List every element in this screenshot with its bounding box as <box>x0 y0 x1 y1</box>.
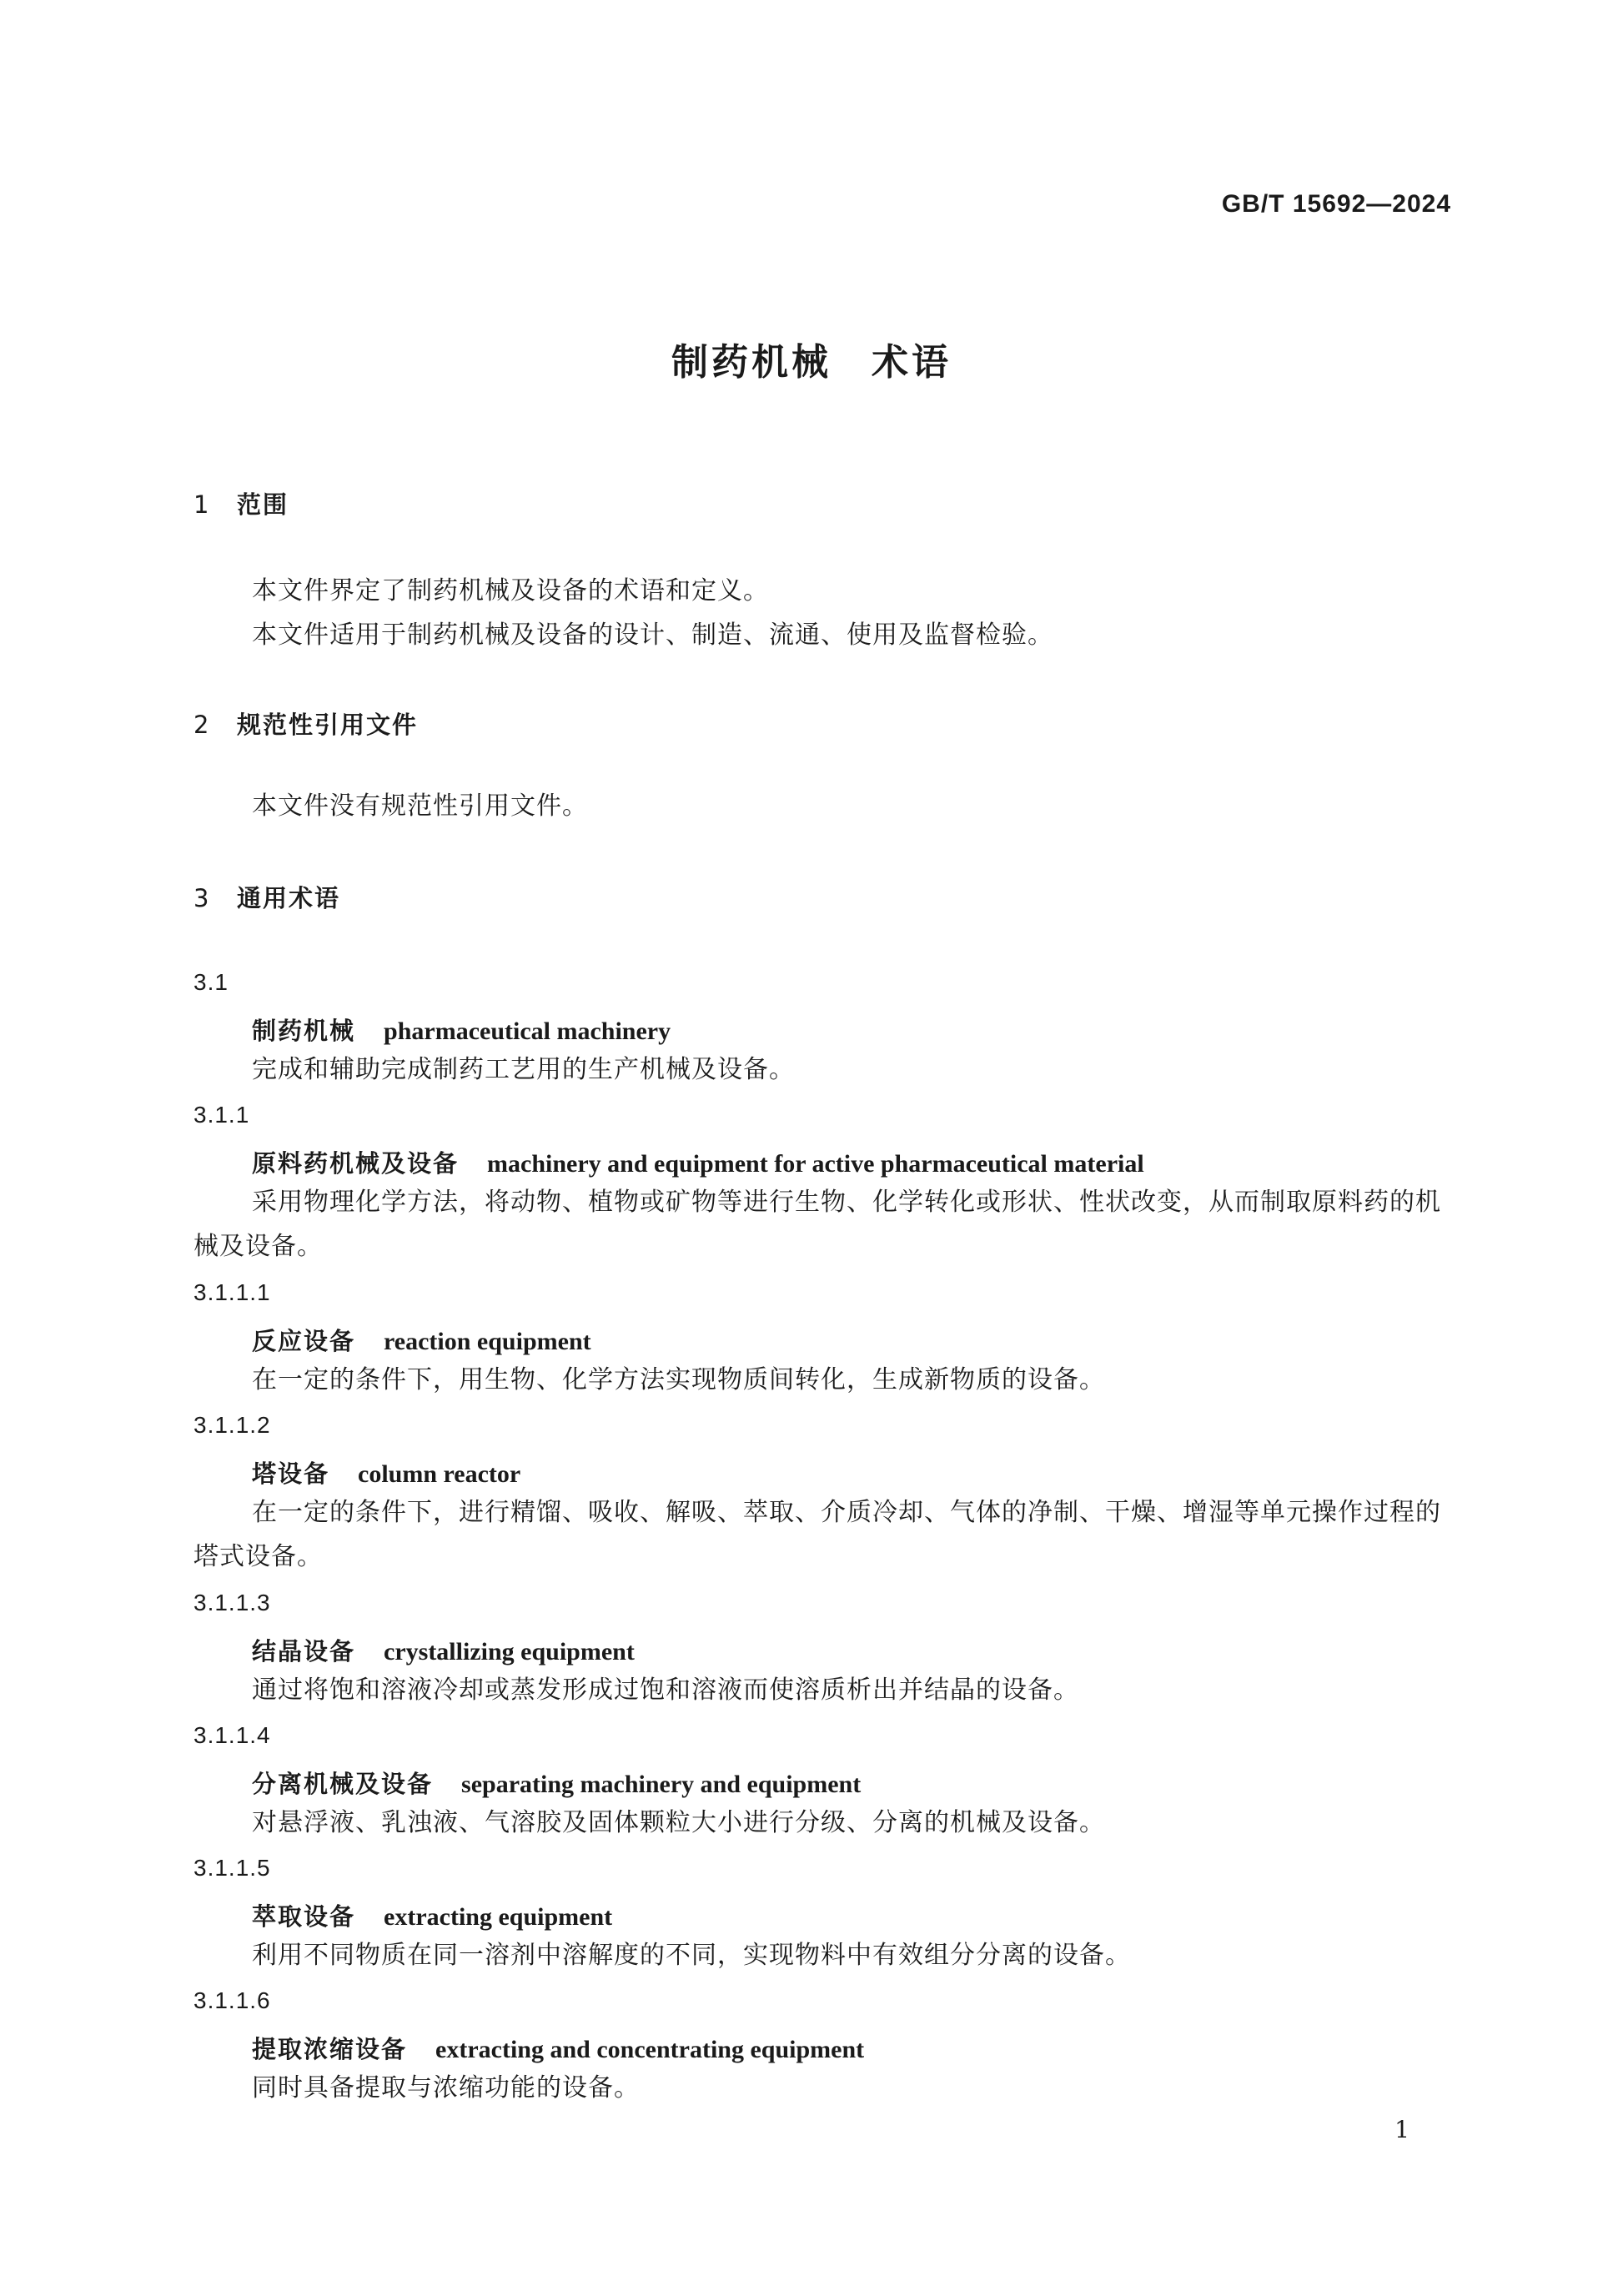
term-name-en: reaction equipment <box>384 1328 591 1355</box>
term-number: 3.1.1.3 <box>193 1590 271 1615</box>
section-number: 3 <box>193 884 211 912</box>
term-number: 3.1.1.5 <box>193 1855 271 1881</box>
section-title: 通用术语 <box>237 884 341 912</box>
section-number: 1 <box>193 490 211 519</box>
standard-code: GB/T 15692—2024 <box>1221 190 1451 218</box>
term-name-en: crystallizing equipment <box>384 1638 635 1665</box>
term-number: 3.1.1.6 <box>193 1987 271 2013</box>
term-name-zh: 结晶设备 <box>252 1637 356 1665</box>
term-name-en: pharmaceutical machinery <box>384 1017 671 1045</box>
term-name-zh: 提取浓缩设备 <box>252 2035 408 2063</box>
term-number: 3.1.1.1 <box>193 1279 271 1305</box>
term-name-zh: 制药机械 <box>252 1017 356 1045</box>
term-name-zh: 分离机械及设备 <box>252 1770 434 1798</box>
term-name-zh: 反应设备 <box>252 1327 356 1355</box>
term-name-en: machinery and equipment for active pharmaceutical material <box>487 1150 1144 1178</box>
term-definition: 在一定的条件下，进行精馏、吸收、解吸、萃取、介质冷却、气体的净制、干燥、增湿等单元操作过程的塔式设备。 <box>193 1498 1441 1571</box>
term-definition: 通过将饱和溶液冷却或蒸发形成过饱和溶液而使溶质析出并结晶的设备。 <box>252 1676 1079 1705</box>
term-definition: 同时具备提取与浓缩功能的设备。 <box>252 2073 640 2103</box>
term-number: 3.1.1 <box>193 1102 250 1128</box>
scope-paragraph-2: 本文件适用于制药机械及设备的设计、制造、流通、使用及监督检验。 <box>252 620 1053 650</box>
term-name <box>252 1633 635 1667</box>
term-definition: 对悬浮液、乳浊液、气溶胶及固体颗粒大小进行分级、分离的机械及设备。 <box>252 1808 1105 1837</box>
term-name <box>252 1766 861 1800</box>
term-name <box>252 2031 864 2065</box>
term-name-en: separating machinery and equipment <box>461 1771 862 1798</box>
term-name-en: extracting and concentrating equipment <box>435 2036 865 2063</box>
term-name <box>252 1145 1144 1179</box>
term-name-en: extracting equipment <box>384 1903 613 1931</box>
document-title: 制药机械 术语 <box>671 341 952 384</box>
section-number: 2 <box>193 711 211 739</box>
term-name <box>252 1012 671 1047</box>
term-definition: 采用物理化学方法，将动物、植物或矿物等进行生物、化学转化或形状、性状改变，从而制取原料药的机械及设备。 <box>193 1188 1441 1261</box>
term-name-en: column reactor <box>358 1460 521 1488</box>
term-definition: 利用不同物质在同一溶剂中溶解度的不同，实现物料中有效组分分离的设备。 <box>252 1941 1131 1970</box>
term-name-zh: 原料药机械及设备 <box>252 1149 460 1178</box>
term-name-zh: 塔设备 <box>252 1459 330 1488</box>
section-heading-normative-references <box>193 706 418 741</box>
term-number: 3.1.1.2 <box>193 1412 271 1438</box>
term-number: 3.1 <box>193 969 229 995</box>
page-number: 1 <box>1394 2116 1409 2143</box>
term-name-zh: 萃取设备 <box>252 1902 356 1931</box>
section-title: 范围 <box>237 490 289 519</box>
section-heading-general-terms <box>193 880 340 914</box>
section-heading-scope <box>193 486 289 520</box>
section-title: 规范性引用文件 <box>237 711 419 739</box>
term-definition: 在一定的条件下，用生物、化学方法实现物质间转化，生成新物质的设备。 <box>252 1365 1105 1394</box>
scope-paragraph-1: 本文件界定了制药机械及设备的术语和定义。 <box>252 576 769 605</box>
term-name <box>252 1898 612 1932</box>
normative-references-paragraph: 本文件没有规范性引用文件。 <box>252 791 588 821</box>
term-definition: 完成和辅助完成制药工艺用的生产机械及设备。 <box>252 1055 795 1084</box>
term-number: 3.1.1.4 <box>193 1722 271 1748</box>
term-name <box>252 1323 591 1357</box>
term-name <box>252 1455 520 1490</box>
